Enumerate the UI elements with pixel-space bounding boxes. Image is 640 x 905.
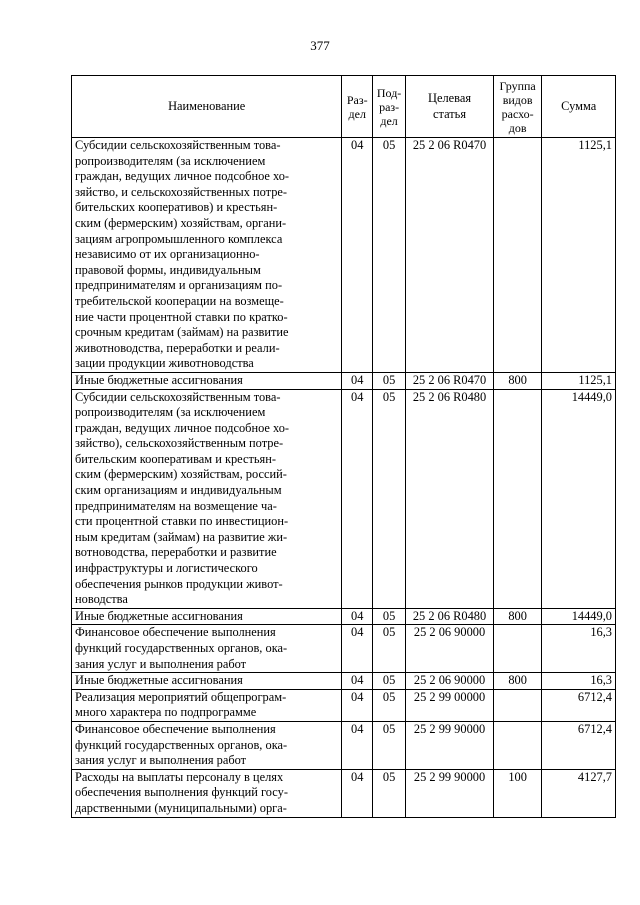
cell-celevaya: 25 2 99 90000 — [406, 769, 494, 817]
cell-razdel: 04 — [342, 625, 373, 673]
cell-name: Расходы на выплаты персоналу в целях обеспечения выполнения функций госу- дарственными (муниципальными) орга- — [72, 769, 342, 817]
cell-podrazdel: 05 — [373, 625, 406, 673]
cell-celevaya: 25 2 06 90000 — [406, 625, 494, 673]
table-row — [72, 608, 616, 625]
cell-razdel: 04 — [342, 769, 373, 817]
cell-podrazdel: 05 — [373, 689, 406, 721]
header-celevaya-label: Целевая статья — [428, 90, 472, 121]
cell-celevaya: 25 2 06 90000 — [406, 673, 494, 690]
cell-celevaya: 25 2 99 90000 — [406, 721, 494, 769]
cell-gruppa: 800 — [493, 372, 541, 389]
cell-podrazdel: 05 — [373, 372, 406, 389]
header-gruppa — [493, 76, 541, 138]
header-summa-label: Сумма — [561, 98, 597, 113]
table-row — [72, 769, 616, 817]
cell-name: Иные бюджетные ассигнования — [72, 673, 342, 690]
table-row — [72, 721, 616, 769]
cell-podrazdel: 05 — [373, 721, 406, 769]
cell-podrazdel: 05 — [373, 608, 406, 625]
cell-razdel: 04 — [342, 608, 373, 625]
header-summa — [542, 76, 616, 138]
cell-summa: 14449,0 — [542, 389, 616, 608]
table-row — [72, 389, 616, 608]
budget-table — [71, 75, 616, 818]
cell-razdel: 04 — [342, 673, 373, 690]
cell-razdel: 04 — [342, 721, 373, 769]
cell-celevaya: 25 2 06 R0480 — [406, 608, 494, 625]
cell-summa: 16,3 — [542, 625, 616, 673]
header-podrazdel — [373, 76, 406, 138]
table-row — [72, 372, 616, 389]
cell-gruppa — [493, 389, 541, 608]
cell-name: Иные бюджетные ассигнования — [72, 372, 342, 389]
cell-razdel: 04 — [342, 689, 373, 721]
cell-gruppa: 800 — [493, 673, 541, 690]
cell-gruppa — [493, 689, 541, 721]
header-celevaya — [406, 76, 494, 138]
cell-podrazdel: 05 — [373, 769, 406, 817]
header-gruppa-label: Группа видов расхо- дов — [499, 78, 536, 135]
header-razdel-label: Раз- дел — [346, 92, 368, 121]
cell-name: Реализация мероприятий общепрограм- много характера по подпрограмме — [72, 689, 342, 721]
cell-podrazdel: 05 — [373, 673, 406, 690]
cell-gruppa — [493, 138, 541, 373]
cell-gruppa: 800 — [493, 608, 541, 625]
table-row — [72, 625, 616, 673]
cell-name: Финансовое обеспечение выполнения функций государственных органов, ока- зания услуг и выполнения работ — [72, 625, 342, 673]
cell-summa: 1125,1 — [542, 372, 616, 389]
cell-celevaya: 25 2 06 R0480 — [406, 389, 494, 608]
header-name-label: Наименование — [168, 98, 246, 113]
header-podrazdel-label: Под- раз- дел — [376, 85, 402, 128]
table-row — [72, 138, 616, 373]
table-row — [72, 673, 616, 690]
cell-summa: 4127,7 — [542, 769, 616, 817]
cell-gruppa — [493, 721, 541, 769]
cell-gruppa: 100 — [493, 769, 541, 817]
cell-summa: 14449,0 — [542, 608, 616, 625]
table-header-row — [72, 76, 616, 138]
cell-celevaya: 25 2 06 R0470 — [406, 372, 494, 389]
header-name — [72, 76, 342, 138]
cell-summa: 6712,4 — [542, 721, 616, 769]
cell-name: Иные бюджетные ассигнования — [72, 608, 342, 625]
cell-razdel: 04 — [342, 138, 373, 373]
page-number: 377 — [310, 38, 330, 53]
cell-summa: 1125,1 — [542, 138, 616, 373]
cell-gruppa — [493, 625, 541, 673]
table-row — [72, 689, 616, 721]
header-razdel — [342, 76, 373, 138]
cell-celevaya: 25 2 99 00000 — [406, 689, 494, 721]
cell-podrazdel: 05 — [373, 138, 406, 373]
cell-name: Субсидии сельскохозяйственным това- ропроизводителям (за исключением граждан, ведущих личное подсобное хо- зяйство), сельскохозяйственным потре- бительским кооперативам и крестьян- ским (фермерским) хозяйствам, россий- ским организациям и индивидуальным предпринимателям на возмещение ча- сти процентной ставки по инвестицион- ным кредитам (займам) на развитие жи- вотноводства, переработки и развитие инфраструктуры и логистического обеспечения рынков продукции живот- новодства — [72, 389, 342, 608]
cell-celevaya: 25 2 06 R0470 — [406, 138, 494, 373]
cell-summa: 6712,4 — [542, 689, 616, 721]
cell-razdel: 04 — [342, 372, 373, 389]
cell-name: Финансовое обеспечение выполнения функций государственных органов, ока- зания услуг и выполнения работ — [72, 721, 342, 769]
cell-name: Субсидии сельскохозяйственным това- ропроизводителям (за исключением граждан, ведущих личное подсобное хо- зяйство, и сельскохозяйственных потре- бительских кооперативов) и крестьян- ским (фермерским) хозяйствам, органи- зациям агропромышленного комплекса независимо от их организационно- правовой формы, индивидуальным предпринимателям и организациям по- требительской кооперации на возмеще- ние части процентной ставки по кратко- срочным кредитам (займам) на развитие животноводства, переработки и реали- зации продукции животноводства — [72, 138, 342, 373]
cell-summa: 16,3 — [542, 673, 616, 690]
cell-razdel: 04 — [342, 389, 373, 608]
cell-podrazdel: 05 — [373, 389, 406, 608]
